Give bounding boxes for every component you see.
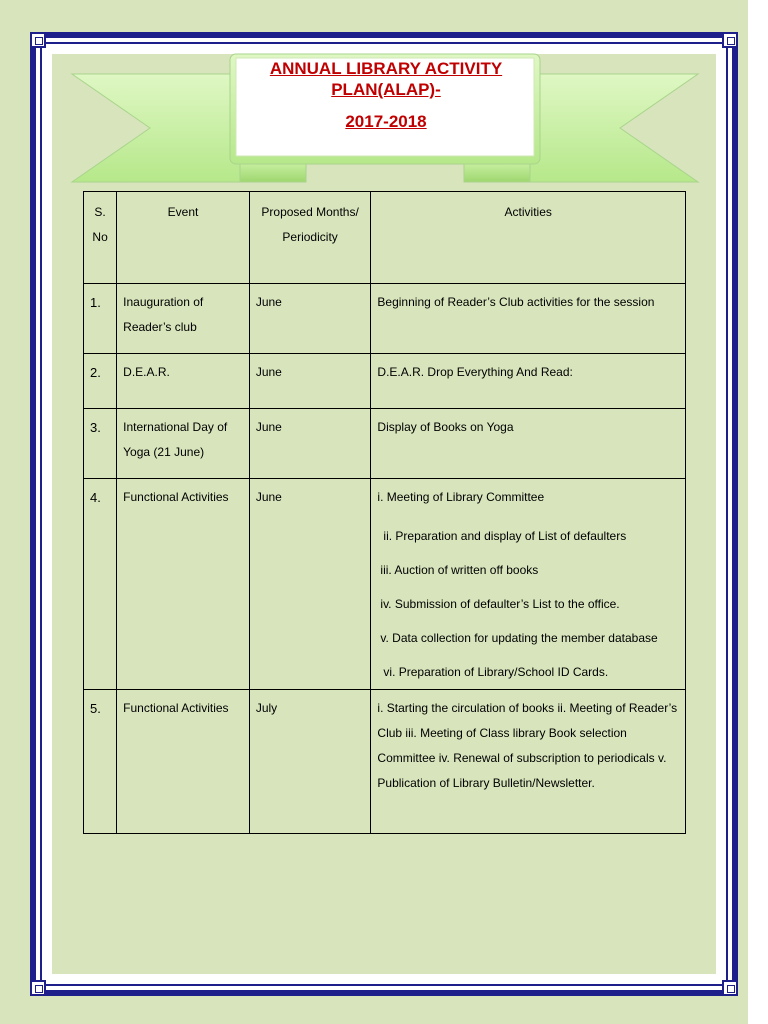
border-corner-ornament — [30, 980, 46, 996]
row-event: Functional Activities — [117, 479, 250, 690]
row-activities — [371, 479, 686, 690]
table-row — [84, 409, 686, 479]
border-corner-ornament — [30, 32, 46, 48]
title-year: 2017-2018 — [345, 112, 427, 131]
row-activities: i. Starting the circulation of books ii. Meeting of Reader’s Club iii. Meeting of Class library Book selection Committee iv. Renewal of subscription to periodicals v. Publication of Library Bulletin/Newsletter. — [371, 690, 686, 834]
row-sno: 1. — [84, 284, 117, 354]
row-activities: Display of Books on Yoga — [371, 409, 686, 479]
row-sno: 4. — [84, 479, 117, 690]
page-edge — [748, 0, 768, 1024]
activity-plan-table — [83, 191, 686, 834]
row-sno: 2. — [84, 354, 117, 409]
row-sno: 3. — [84, 409, 117, 479]
activity-item: ii. Preparation and display of List of defaulters — [383, 529, 627, 543]
header-event: Event — [117, 192, 250, 284]
row-event: International Day of Yoga (21 June) — [117, 409, 250, 479]
row-sno: 5. — [84, 690, 117, 834]
border-corner-ornament — [722, 980, 738, 996]
table-row — [84, 354, 686, 409]
row-month: June — [249, 409, 371, 479]
header-sno: S. No — [84, 192, 117, 284]
row-activities: Beginning of Reader’s Club activities for the session — [371, 284, 686, 354]
activity-item: vi. Preparation of Library/School ID Cards. — [383, 665, 609, 679]
table-row — [84, 284, 686, 354]
border-corner-ornament — [722, 32, 738, 48]
document-title — [236, 58, 536, 158]
table-row — [84, 690, 686, 834]
row-event: Functional Activities — [117, 690, 250, 834]
title-line-2: PLAN(ALAP)- — [331, 80, 441, 99]
activity-item: iv. Submission of defaulter’s List to the office. — [380, 597, 620, 611]
activity-item: i. Meeting of Library Committee — [377, 490, 545, 504]
header-months: Proposed Months/ Periodicity — [249, 192, 371, 284]
row-event: Inauguration of Reader’s club — [117, 284, 250, 354]
row-event: D.E.A.R. — [117, 354, 250, 409]
row-month: June — [249, 479, 371, 690]
title-line-1: ANNUAL LIBRARY ACTIVITY — [269, 59, 503, 78]
row-month: June — [249, 284, 371, 354]
table-header-row — [84, 192, 686, 284]
row-month: June — [249, 354, 371, 409]
activity-item: iii. Auction of written off books — [380, 563, 539, 577]
title-banner — [60, 52, 710, 192]
table-row — [84, 479, 686, 690]
row-activities: D.E.A.R. Drop Everything And Read: — [371, 354, 686, 409]
header-activities: Activities — [371, 192, 686, 284]
activity-item: v. Data collection for updating the member database — [380, 631, 658, 645]
row-month: July — [249, 690, 371, 834]
